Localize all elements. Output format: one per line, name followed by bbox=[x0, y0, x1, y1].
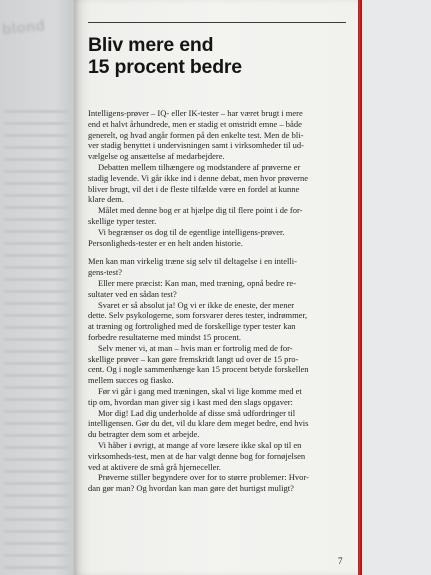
text-line: ved at aktivere de små grå hjerneceller. bbox=[88, 461, 221, 472]
header-rule bbox=[88, 22, 346, 23]
text-line: Selv mener vi, at man – hvis man er fortrolig med de for- bbox=[98, 342, 293, 353]
paragraph bbox=[88, 227, 350, 249]
paragraph bbox=[88, 108, 350, 162]
text-line: Målet med denne bog er at hjælpe dig til flere point i de for- bbox=[98, 205, 303, 216]
paragraph bbox=[88, 300, 350, 343]
text-line: du betragter dem som et arbejde. bbox=[88, 429, 200, 440]
text-line: forbedre resultaterne med mindst 15 procent. bbox=[88, 331, 241, 342]
paragraph bbox=[88, 343, 350, 386]
text-line: Prøverne stiller begyndere over for to større problemer: Hvor- bbox=[98, 472, 309, 483]
text-line: dan gør man? Og hvordan kan man gøre det hurtigst muligt? bbox=[88, 483, 294, 494]
text-line: skellige typer tester. bbox=[88, 215, 157, 226]
text-line: sultater ved en sådan test? bbox=[88, 288, 177, 299]
page-title bbox=[88, 34, 350, 78]
text-line: generelt, og hvad angår formen på den enkelte test. Men de bli- bbox=[88, 129, 304, 140]
title-line-1: Bliv mere end bbox=[88, 34, 214, 56]
paragraph bbox=[88, 205, 350, 227]
text-line: at træning og fortrolighed med de forskellige typer tester kan bbox=[88, 321, 296, 332]
text-line: ver stadig benyttet i undervisningen samt i virksomheder til ud- bbox=[88, 140, 304, 151]
page-number: 7 bbox=[338, 556, 343, 566]
paragraph bbox=[88, 386, 350, 408]
background-surface bbox=[360, 0, 431, 575]
text-line: dette. Selv psykologerne, som forsvarer deres tester, indrømmer, bbox=[88, 310, 308, 321]
text-line: bliver brugt, vil det i de fleste tilfælde være en fordel at kunne bbox=[88, 183, 300, 194]
text-line: Debatten mellem tilhængere og modstandere af prøverne er bbox=[98, 161, 301, 172]
paragraph bbox=[88, 256, 350, 278]
body-text bbox=[88, 108, 350, 494]
paragraph bbox=[88, 408, 350, 440]
text-line: Vi håber i øvrigt, at mange af vore læsere ikke skal op til en bbox=[98, 439, 302, 450]
text-line: Svaret er så absolut ja! Og vi er ikke de eneste, der mener bbox=[98, 299, 295, 310]
paragraph bbox=[88, 440, 350, 472]
text-line: Personligheds-tester er en helt anden historie. bbox=[88, 237, 243, 248]
text-line: Vi begrænser os dog til de egentlige intelligens-prøver. bbox=[98, 226, 285, 237]
text-line: Intelligens-prøver – IQ- eller IK-tester – har været brugt i mere bbox=[88, 108, 303, 118]
text-line: skellige prøver – kan gøre fremskridt langt ud over de 15 pro- bbox=[88, 353, 299, 364]
paragraph bbox=[88, 472, 350, 494]
text-line: vælgelse og ansættelse af medarbejdere. bbox=[88, 151, 225, 162]
text-line: gens-test? bbox=[88, 267, 122, 278]
text-line: virksomheds-test, men at de har valgt denne bog for fornøjelsen bbox=[88, 450, 306, 461]
left-facing-page bbox=[0, 0, 78, 575]
text-line: tip om, hvordan man giver sig i kast med den slags opgaver: bbox=[88, 396, 293, 407]
text-line: intelligensen. Gør du det, vil du klare dem meget bedre, end hvis bbox=[88, 418, 309, 429]
text-line: Eller mere præcist: Kan man, med træning, opnå bedre re- bbox=[98, 277, 297, 288]
text-line: mellem succes og fiasko. bbox=[88, 375, 174, 386]
text-line: Før vi går i gang med træningen, skal vi lige komme med et bbox=[98, 385, 302, 396]
title-line-2: 15 procent bedre bbox=[88, 56, 242, 78]
left-page-ghost-heading: blond bbox=[1, 17, 47, 39]
text-line: cent. Og i nogle sammenhænge kan 15 procent betyde forskellen bbox=[88, 364, 309, 375]
text-line: stadig levende. Vi går ikke ind i denne debat, men hvor prøverne bbox=[88, 172, 309, 183]
book-page bbox=[74, 0, 358, 575]
text-line: Men kan man virkelig træne sig selv til deltagelse i en intelli- bbox=[88, 256, 297, 267]
left-page-ghost-lines bbox=[4, 110, 68, 575]
text-line: Mor dig! Lad dig underholde af disse små udfordringer til bbox=[98, 407, 296, 418]
text-line: end et halvt århundrede, men er stadig et omstridt emne – både bbox=[88, 118, 302, 129]
text-line: klare dem. bbox=[88, 194, 124, 205]
paragraph bbox=[88, 162, 350, 205]
paragraph bbox=[88, 278, 350, 300]
